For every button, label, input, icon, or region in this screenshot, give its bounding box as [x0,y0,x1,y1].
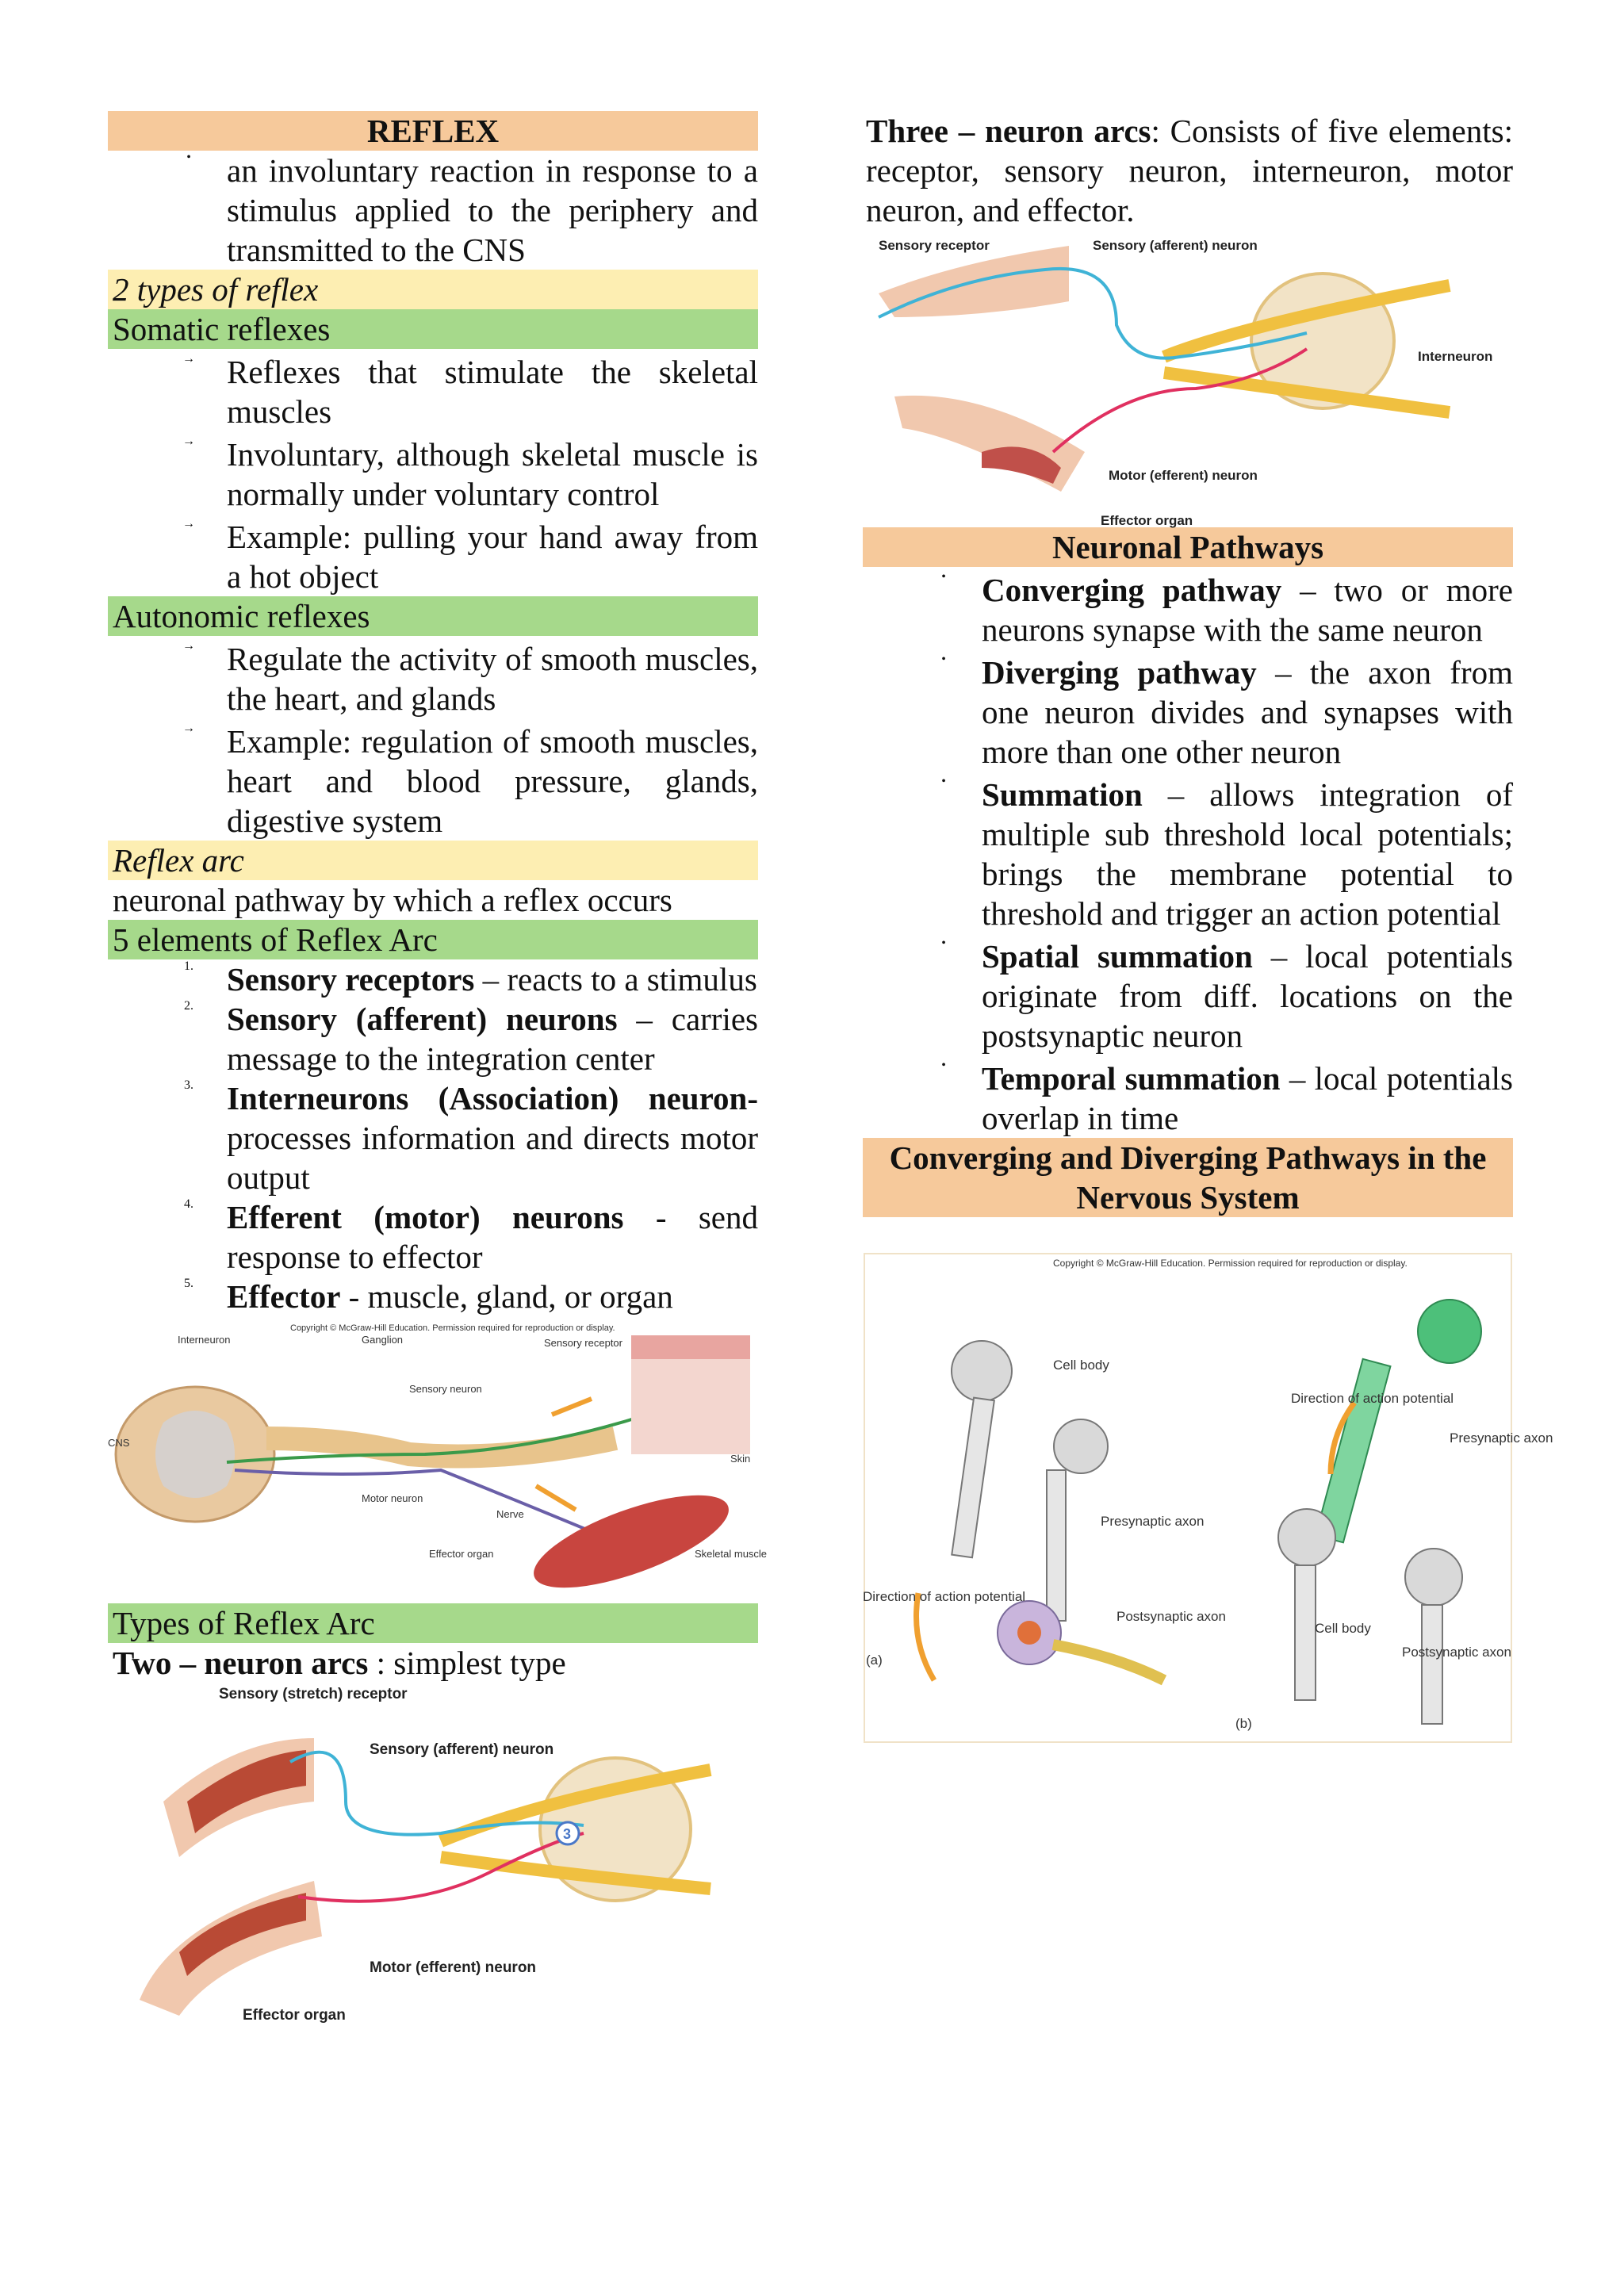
reflex-arc-illustration [108,1319,768,1597]
pathway-desc: – allows integration of multiple sub threshold local potentials; brings the membrane potential to threshold and trigger an action potential [982,776,1513,932]
autonomic-heading: Autonomic reflexes [108,596,758,636]
label-skin: Skin [730,1453,751,1465]
motor-neuron-path [235,1470,615,1541]
label-postsynaptic-axon-a: Postsynaptic axon [1116,1609,1226,1624]
autonomic-item [108,722,758,841]
element-number: 5. [184,1277,193,1290]
element-item [108,999,758,1078]
label-effector-organ: Effector organ [243,2007,346,2024]
element-item [108,1277,758,1316]
element-number: 2. [184,999,193,1013]
pathway-desc: – local potentials originate from diff. locations on the postsynaptic neuron [982,938,1514,1054]
pathway-item [863,653,1513,772]
presynaptic-cell-body [1418,1300,1481,1363]
types-heading: 2 types of reflex [108,270,758,309]
definition-text: an involuntary reaction in response to a stimulus applied to the periphery and transmitted to the CNS [227,152,758,268]
elements-heading: 5 elements of Reflex Arc [108,920,758,959]
arrow-icon: → [182,435,195,448]
label-effector-organ: Effector organ [1101,513,1193,528]
label-nerve: Nerve [496,1508,524,1520]
postsynaptic-axon [1295,1565,1316,1700]
pathways-heading: Neuronal Pathways [863,527,1513,567]
arrow-icon: → [182,352,195,366]
right-column [863,111,1553,1744]
converging-diverging-figure [863,1252,1553,1744]
element-number: 1. [184,959,193,973]
somatic-item [108,517,758,596]
figure-copyright: Copyright © McGraw-Hill Education. Permission required for reproduction or display. [1053,1258,1408,1269]
bullet-icon: • [941,1059,946,1072]
two-neuron-figure [108,1683,758,2032]
pathway-term: Converging pathway [982,572,1282,608]
gray-matter-shape [155,1411,235,1498]
pathway-desc: – local potentials overlap in time [982,1060,1513,1136]
pathway-term: Temporal summation [982,1060,1281,1097]
two-neuron-term: Two – neuron arcs [113,1645,369,1681]
element-desc: - send response to effector [227,1199,759,1275]
arrow-icon: → [182,722,195,735]
label-effector-organ: Effector organ [429,1548,494,1560]
label-ganglion: Ganglion [362,1334,404,1346]
pathway-item [863,775,1513,933]
two-neuron-illustration [108,1683,758,2032]
element-term: Sensory receptors [227,961,475,998]
neuron-cell-body [1278,1509,1335,1566]
autonomic-item [108,639,758,718]
autonomic-item-text: Regulate the activity of smooth muscles, the heart, and glands [227,641,758,717]
three-neuron-paragraph [863,111,1513,230]
bullet-icon: • [941,936,946,950]
label-skeletal-muscle: Skeletal muscle [695,1548,768,1560]
pathway-desc: – the axon from one neuron divides and synapses with more than one other neuron [982,654,1513,770]
label-sensory-neuron: Sensory (afferent) neuron [370,1741,554,1758]
element-desc: processes information and directs motor output [227,1120,758,1196]
arrow-icon: → [182,639,195,653]
label-presynaptic-axon-a: Presynaptic axon [1101,1514,1205,1529]
element-term: Sensory (afferent) neurons [227,1001,618,1037]
postsynaptic-axon [1422,1605,1442,1724]
sensory-neuron-path [290,1752,584,1835]
pathway-term: Diverging pathway [982,654,1257,691]
three-neuron-illustration [863,230,1513,527]
arrow-icon [536,1486,576,1510]
presynaptic-axon [1047,1470,1066,1621]
label-sensory-neuron: Sensory neuron [409,1383,482,1395]
reflex-arc-heading: Reflex arc [108,841,758,880]
label-direction-b: Direction of action potential [1291,1391,1454,1406]
pathway-term: Spatial summation [982,938,1253,975]
element-term: Effector [227,1278,341,1315]
skin-surface [631,1335,750,1359]
label-interneuron: Interneuron [178,1334,231,1346]
types-arc-heading: Types of Reflex Arc [108,1603,758,1643]
autonomic-item-text: Example: regulation of smooth muscles, heart and blood pressure, glands, digestive system [227,723,758,839]
two-neuron-desc: : simplest type [368,1645,566,1681]
element-desc: – carries message to the integration center [227,1001,758,1077]
reflex-arc-definition: neuronal pathway by which a reflex occurs [113,882,672,918]
somatic-item [108,435,758,514]
three-neuron-term: Three – neuron arcs [866,113,1151,149]
label-cns: CNS [108,1437,130,1449]
converging-heading: Converging and Diverging Pathways in the Nervous System [863,1138,1513,1217]
element-desc: – reacts to a stimulus [474,961,757,998]
label-stretch-receptor: Sensory (stretch) receptor [219,1686,408,1702]
arrow-icon: → [182,517,195,530]
pathway-item [863,936,1513,1055]
somatic-heading: Somatic reflexes [108,309,758,349]
three-neuron-desc: : Consists of five elements: receptor, sensory neuron, interneuron, motor neuron, and effector. [866,113,1513,228]
somatic-item-text: Example: pulling your hand away from a hot object [227,519,758,595]
label-postsynaptic-axon-b: Postsynaptic axon [1402,1645,1511,1660]
pathway-item [863,1059,1513,1138]
element-term: Interneurons (Association) neuron- [227,1080,758,1116]
label-panel-b: (b) [1235,1716,1252,1731]
definition-item [108,151,758,270]
pathway-term: Summation [982,776,1143,813]
bullet-icon: • [941,653,946,666]
label-step-3: 3 [563,1826,572,1842]
element-number: 3. [184,1078,193,1092]
somatic-item-text: Involuntary, although skeletal muscle is normally under voluntary control [227,436,758,512]
converging-diverging-illustration [863,1252,1553,1744]
arrow-icon [552,1399,592,1415]
nucleus [1017,1621,1041,1645]
bullet-icon: • [941,775,946,788]
label-interneuron: Interneuron [1418,349,1493,364]
figure-copyright: Copyright © McGraw-Hill Education. Permission required for reproduction or display. [290,1323,615,1333]
label-motor-neuron: Motor (efferent) neuron [370,1959,537,1976]
two-neuron-line [108,1643,758,1683]
element-item [108,1197,758,1277]
label-motor-neuron: Motor (efferent) neuron [1109,468,1258,483]
neuron-cell-body [952,1341,1012,1401]
element-item [108,1078,758,1197]
label-sensory-receptor: Sensory receptor [879,238,990,253]
element-desc: - muscle, gland, or organ [340,1278,673,1315]
somatic-item-text: Reflexes that stimulate the skeletal muscles [227,354,758,430]
label-cell-body: Cell body [1053,1358,1109,1373]
element-number: 4. [184,1197,193,1211]
somatic-item [108,352,758,431]
pathway-item [863,570,1513,649]
label-sensory-neuron: Sensory (afferent) neuron [1093,238,1258,253]
label-cell-body-b: Cell body [1315,1621,1371,1636]
bullet-icon: • [186,151,191,164]
label-sensory-receptor: Sensory receptor [544,1337,622,1349]
neuron-cell-body [1405,1549,1462,1606]
three-neuron-figure [863,230,1513,527]
pathway-desc: – two or more neurons synapse with the same neuron [982,572,1513,648]
element-item [108,959,758,999]
reflex-title: REFLEX [108,111,758,151]
label-motor-neuron: Motor neuron [362,1492,423,1504]
reflex-arc-figure [108,1319,768,1597]
bullet-icon: • [941,570,946,584]
label-presynaptic-axon-b: Presynaptic axon [1450,1430,1553,1446]
left-column [108,111,768,2032]
label-direction-a: Direction of action potential [863,1589,1026,1604]
label-panel-a: (a) [866,1653,883,1668]
neuron-cell-body [1054,1419,1108,1473]
element-term: Efferent (motor) neurons [227,1199,624,1235]
